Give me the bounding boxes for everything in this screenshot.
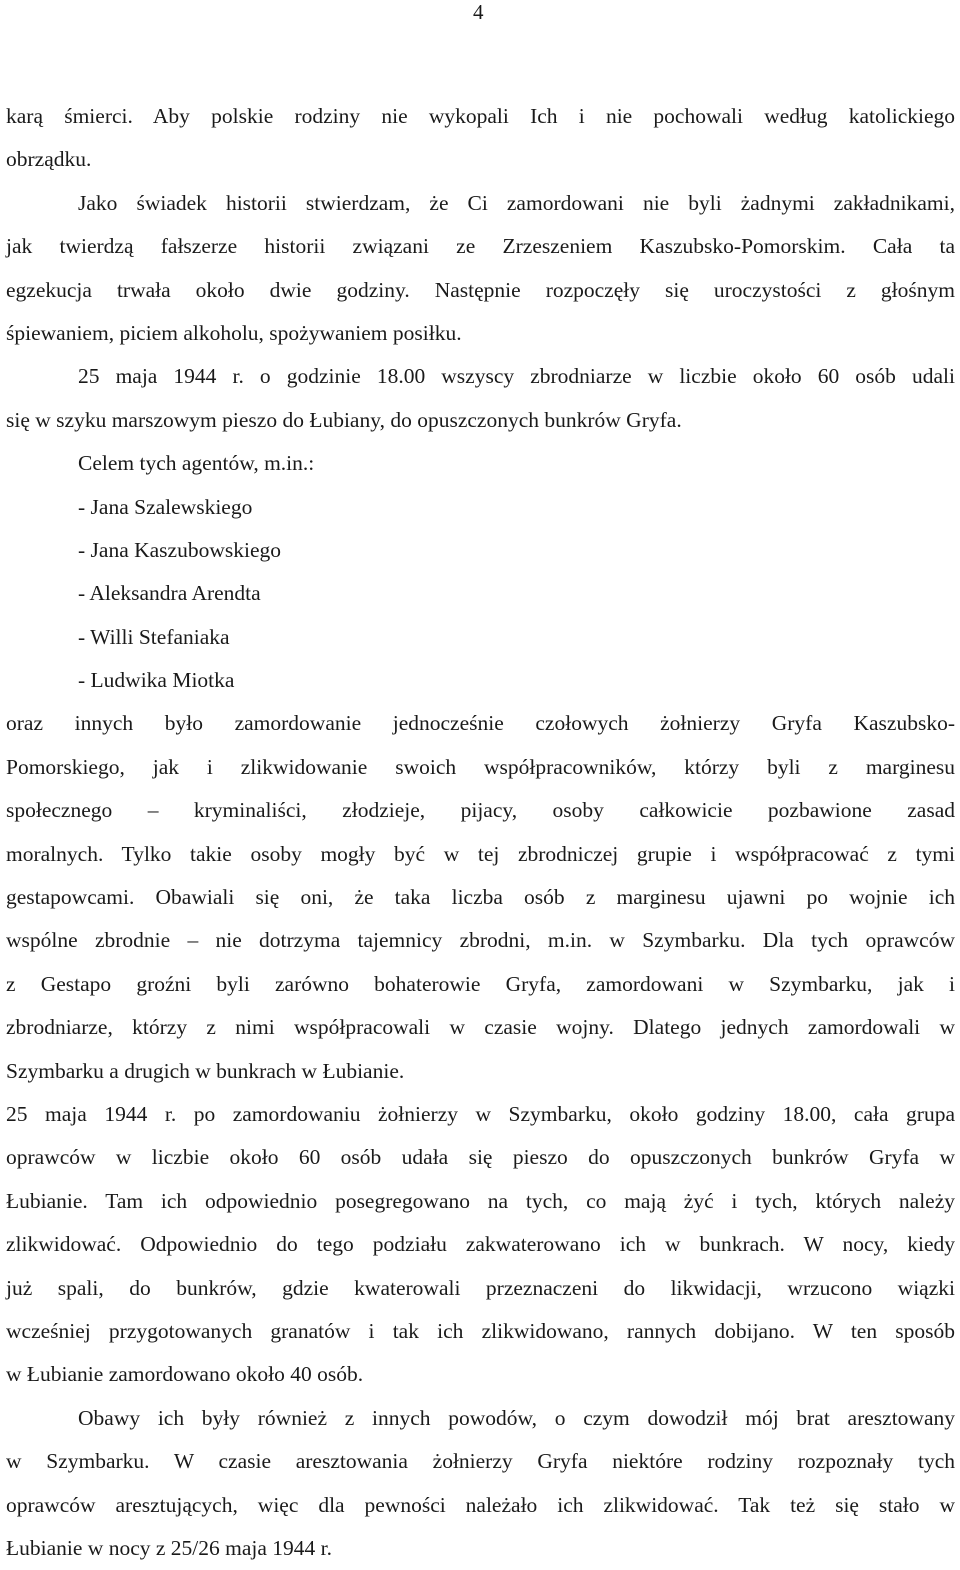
text-line: zlikwidować. Odpowiednio do tego podziału zakwaterowano ich w bunkrach. W nocy, kiedy bbox=[6, 1232, 955, 1257]
text-line: wspólne zbrodnie – nie dotrzyma tajemnicy zbrodni, m.in. w Szymbarku. Dla tych oprawców bbox=[6, 928, 955, 953]
text-line: Jako świadek historii stwierdzam, że Ci zamordowani nie byli żadnymi zakładnikami, bbox=[78, 190, 955, 215]
text-line: Obawy ich były również z innych powodów, o czym dowodził mój brat aresztowany bbox=[78, 1405, 955, 1430]
text-line: Szymbarku a drugich w bunkrach w Łubianie. bbox=[6, 1058, 405, 1083]
text-line: egzekucja trwała około dwie godziny. Następnie rozpoczęły się uroczystości z głośnym bbox=[6, 277, 955, 302]
list-item: - Willi Stefaniaka bbox=[78, 624, 230, 649]
text-line: Łubianie. Tam ich odpowiednio posegregowano na tych, co mają żyć i tych, których należy bbox=[6, 1188, 955, 1213]
list-item: - Ludwika Miotka bbox=[78, 668, 235, 693]
page-number: 4 bbox=[473, 0, 484, 24]
text-line: Łubianie w nocy z 25/26 maja 1944 r. bbox=[6, 1535, 333, 1560]
text-line: oraz innych było zamordowanie jednocześnie czołowych żołnierzy Gryfa Kaszubsko- bbox=[6, 711, 955, 736]
text-line: się w szyku marszowym pieszo do Łubiany, do opuszczonych bunkrów Gryfa. bbox=[6, 407, 682, 432]
text-line: 25 maja 1944 r. o godzinie 18.00 wszyscy zbrodniarze w liczbie około 60 osób udali bbox=[78, 364, 955, 389]
text-line: wcześniej przygotowanych granatów i tak ich zlikwidowano, rannych dobijano. W ten sposób bbox=[6, 1318, 955, 1343]
text-line: oprawców aresztujących, więc dla pewności należało ich zlikwidować. Tak też się stało w bbox=[6, 1492, 955, 1517]
text-line: zbrodniarze, którzy z nimi współpracowali w czasie wojny. Dlatego jednych zamordowali w bbox=[6, 1015, 955, 1040]
text-line: w Szymbarku. W czasie aresztowania żołnierzy Gryfa niektóre rodziny rozpoznały tych bbox=[6, 1449, 955, 1474]
text-line: w Łubianie zamordowano około 40 osób. bbox=[6, 1362, 364, 1387]
list-item: - Jana Szalewskiego bbox=[78, 494, 253, 519]
text-line: obrządku. bbox=[6, 147, 92, 172]
text-line: karą śmierci. Aby polskie rodziny nie wykopali Ich i nie pochowali według katolickiego bbox=[6, 104, 955, 128]
text-line: śpiewaniem, piciem alkoholu, spożywaniem posiłku. bbox=[6, 320, 462, 345]
text-line: 25 maja 1944 r. po zamordowaniu żołnierzy w Szymbarku, około godziny 18.00, cała grupa bbox=[6, 1101, 955, 1126]
text-line: Celem tych agentów, m.in.: bbox=[78, 451, 315, 476]
text-line: społecznego – kryminaliści, złodzieje, pijacy, osoby całkowicie pozbawione zasad bbox=[6, 798, 955, 823]
text-line: oprawców w liczbie około 60 osób udała się pieszo do opuszczonych bunkrów Gryfa w bbox=[6, 1145, 955, 1170]
list-item: - Aleksandra Arendta bbox=[78, 581, 261, 606]
text-line: już spali, do bunkrów, gdzie kwaterowali przeznaczeni do likwidacji, wrzucono wiązki bbox=[6, 1275, 955, 1300]
document-body bbox=[6, 95, 955, 1570]
list-item: - Jana Kaszubowskiego bbox=[78, 537, 282, 562]
text-line: gestapowcami. Obawiali się oni, że taka liczba osób z marginesu ujawni po wojnie ich bbox=[6, 885, 955, 910]
text-line: moralnych. Tylko takie osoby mogły być w tej zbrodniczej grupie i współpracować z tymi bbox=[6, 841, 955, 866]
text-line: Pomorskiego, jak i zlikwidowanie swoich współpracowników, którzy byli z marginesu bbox=[6, 754, 955, 779]
text-line: z Gestapo groźni byli zarówno bohaterowie Gryfa, zamordowani w Szymbarku, jak i bbox=[6, 971, 955, 996]
text-line: jak twierdzą fałszerze historii związani ze Zrzeszeniem Kaszubsko-Pomorskim. Cała ta bbox=[6, 234, 955, 259]
